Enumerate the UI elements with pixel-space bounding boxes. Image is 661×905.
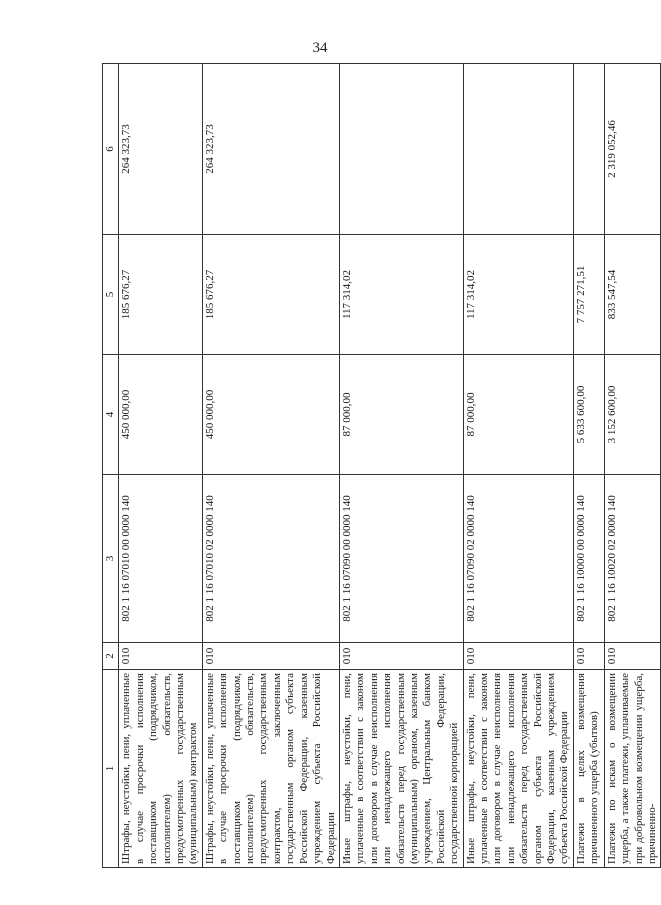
row-executed: 117 314,02 <box>463 235 573 355</box>
rotated-table-container <box>102 64 659 868</box>
row-line-code: 010 <box>202 643 339 670</box>
row-executed: 185 676,27 <box>202 235 339 355</box>
row-line-code: 010 <box>339 643 463 670</box>
row-line-code: 010 <box>119 643 202 670</box>
row-name: Платежи по искам о возмещении ущерба, а также платежи, уплачиваемые при добровольном возмещении ущерба, причиненно- <box>604 670 661 868</box>
row-remaining: 264 323,73 <box>202 64 339 235</box>
row-name: Штрафы, неустойки, пени, уплаченные в случае просрочки исполнения поставщиком (подрядчиком, исполнителем) обязательств, предусмотренных государственным (муниципальным) контрактом <box>119 670 202 868</box>
table-row <box>463 64 573 868</box>
header-col-4: 4 <box>103 355 119 475</box>
row-remaining: 2 319 052,46 <box>604 64 661 235</box>
row-remaining <box>463 64 573 235</box>
budget-table <box>102 63 661 868</box>
row-budget-code: 802 1 16 10000 00 0000 140 <box>573 475 604 643</box>
row-executed: 7 757 271,51 <box>573 235 604 355</box>
row-approved: 450 000,00 <box>202 355 339 475</box>
header-col-5: 5 <box>103 235 119 355</box>
row-approved: 450 000,00 <box>119 355 202 475</box>
page-number: 34 <box>312 40 328 56</box>
row-name: Штрафы, неустойки, пени, уплаченные в случае просрочки исполнения поставщиком (подрядчиком, исполнителем) обязательств, предусмотренных государственным контрактом, заключенным государственным органом субъекта Российской Федерации, казенным учреждением субъекта Российской Федерации <box>202 670 339 868</box>
row-budget-code: 802 1 16 07010 00 0000 140 <box>119 475 202 643</box>
header-col-1: 1 <box>103 670 119 868</box>
row-approved: 87 000,00 <box>463 355 573 475</box>
row-budget-code: 802 1 16 10020 02 0000 140 <box>604 475 661 643</box>
header-col-3: 3 <box>103 475 119 643</box>
header-col-6: 6 <box>103 64 119 235</box>
row-approved: 87 000,00 <box>339 355 463 475</box>
row-name: Платежи в целях возмещения причиненного ущерба (убытков) <box>573 670 604 868</box>
row-approved: 5 633 600,00 <box>573 355 604 475</box>
header-row <box>103 64 119 868</box>
row-remaining: 264 323,73 <box>119 64 202 235</box>
row-executed: 117 314,02 <box>339 235 463 355</box>
table-row <box>573 64 604 868</box>
row-executed: 833 547,54 <box>604 235 661 355</box>
row-budget-code: 802 1 16 07090 02 0000 140 <box>463 475 573 643</box>
row-approved: 3 152 600,00 <box>604 355 661 475</box>
table-row <box>339 64 463 868</box>
row-line-code: 010 <box>604 643 661 670</box>
row-budget-code: 802 1 16 07010 02 0000 140 <box>202 475 339 643</box>
row-executed: 185 676,27 <box>119 235 202 355</box>
row-line-code: 010 <box>463 643 573 670</box>
table-row <box>119 64 202 868</box>
row-budget-code: 802 1 16 07090 00 0000 140 <box>339 475 463 643</box>
row-remaining <box>573 64 604 235</box>
table-row <box>604 64 661 868</box>
table-row <box>202 64 339 868</box>
header-col-2: 2 <box>103 643 119 670</box>
row-name: Иные штрафы, неустойки, пени, уплаченные в соответствии с законом или договором в случае неисполнения или ненадлежащего исполнения обязательств перед государственным органом субъекта Российской Федерации, казенным учреждением субъекта Российской Федерации <box>463 670 573 868</box>
row-line-code: 010 <box>573 643 604 670</box>
row-remaining <box>339 64 463 235</box>
row-name: Иные штрафы, неустойки, пени, уплаченные в соответствии с законом или договором в случае неисполнения или ненадлежащего исполнения обязательств перед государственным (муниципальным) органом, казенным учреждением, Центральным банком Российской Федерации, государственной корпорацией <box>339 670 463 868</box>
